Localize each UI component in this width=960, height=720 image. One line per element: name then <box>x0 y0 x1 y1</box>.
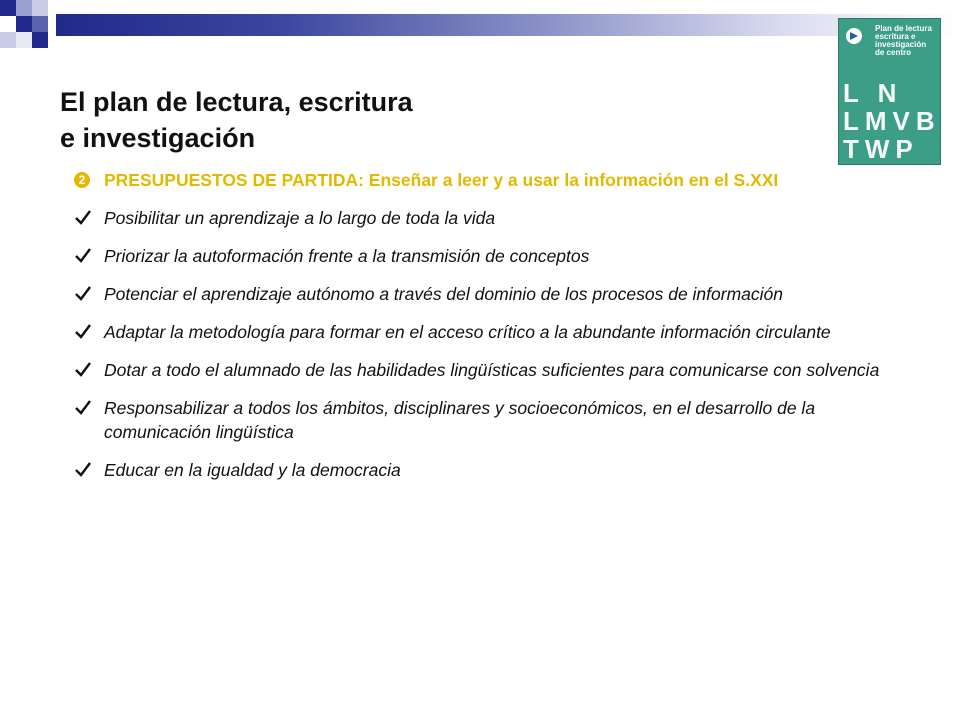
decor-square <box>16 0 32 16</box>
book-cover-image <box>838 18 941 192</box>
cover-title: Plan de lectura escritura e investigación de centro <box>875 24 932 57</box>
header-gradient-bar <box>56 14 960 36</box>
decor-square <box>32 32 48 48</box>
list-item-text: Potenciar el aprendizaje autónomo a través del dominio de los procesos de información <box>104 284 784 304</box>
publisher-logo-icon <box>845 27 863 45</box>
list-item-text: Adaptar la metodología para formar en el acceso crítico a la abundante información circulante <box>104 322 831 342</box>
list-item-text: Priorizar la autoformación frente a la transmisión de conceptos <box>104 246 590 266</box>
list-item <box>74 282 904 306</box>
list-item-text: Dotar a todo el alumnado de las habilidades lingüísticas suficientes para comunicarse con solvencia <box>104 360 880 380</box>
page-title <box>60 84 620 156</box>
checkmark-icon <box>74 284 92 302</box>
decor-square <box>32 0 48 16</box>
list-item <box>74 458 904 482</box>
checkmark-icon <box>74 208 92 226</box>
checkmark-icon <box>74 322 92 340</box>
list-item-text: Responsabilizar a todos los ámbitos, disciplinares y socioeconómicos, en el desarrollo de la comunicación lingüística <box>104 398 816 442</box>
decor-square <box>16 16 32 32</box>
checkmark-icon <box>74 360 92 378</box>
decor-square <box>0 0 16 16</box>
list-item <box>74 358 904 382</box>
decor-square <box>32 16 48 32</box>
number-bullet-icon: 2 <box>74 172 90 188</box>
list-item-text: Educar en la igualdad y la democracia <box>104 460 401 480</box>
decor-square <box>16 32 32 48</box>
list-item <box>74 244 904 268</box>
list-item <box>74 206 904 230</box>
title-line-1: El plan de lectura, escritura <box>60 87 413 117</box>
slide-content <box>74 168 904 496</box>
title-line-2: e investigación <box>60 123 256 153</box>
cover-letters: L N LMVB TWP HUX <box>843 78 941 192</box>
list-item-text: Posibilitar un aprendizaje a lo largo de toda la vida <box>104 208 496 228</box>
lead-point <box>74 168 904 192</box>
list-item <box>74 396 904 444</box>
decor-square <box>0 32 16 48</box>
checkmark-icon <box>74 246 92 264</box>
header-decoration <box>0 0 960 60</box>
checkmark-icon <box>74 398 92 416</box>
list-item <box>74 320 904 344</box>
checkmark-icon <box>74 460 92 478</box>
lead-text: PRESUPUESTOS DE PARTIDA: Enseñar a leer y a usar la información en el S.XXI <box>104 170 779 190</box>
